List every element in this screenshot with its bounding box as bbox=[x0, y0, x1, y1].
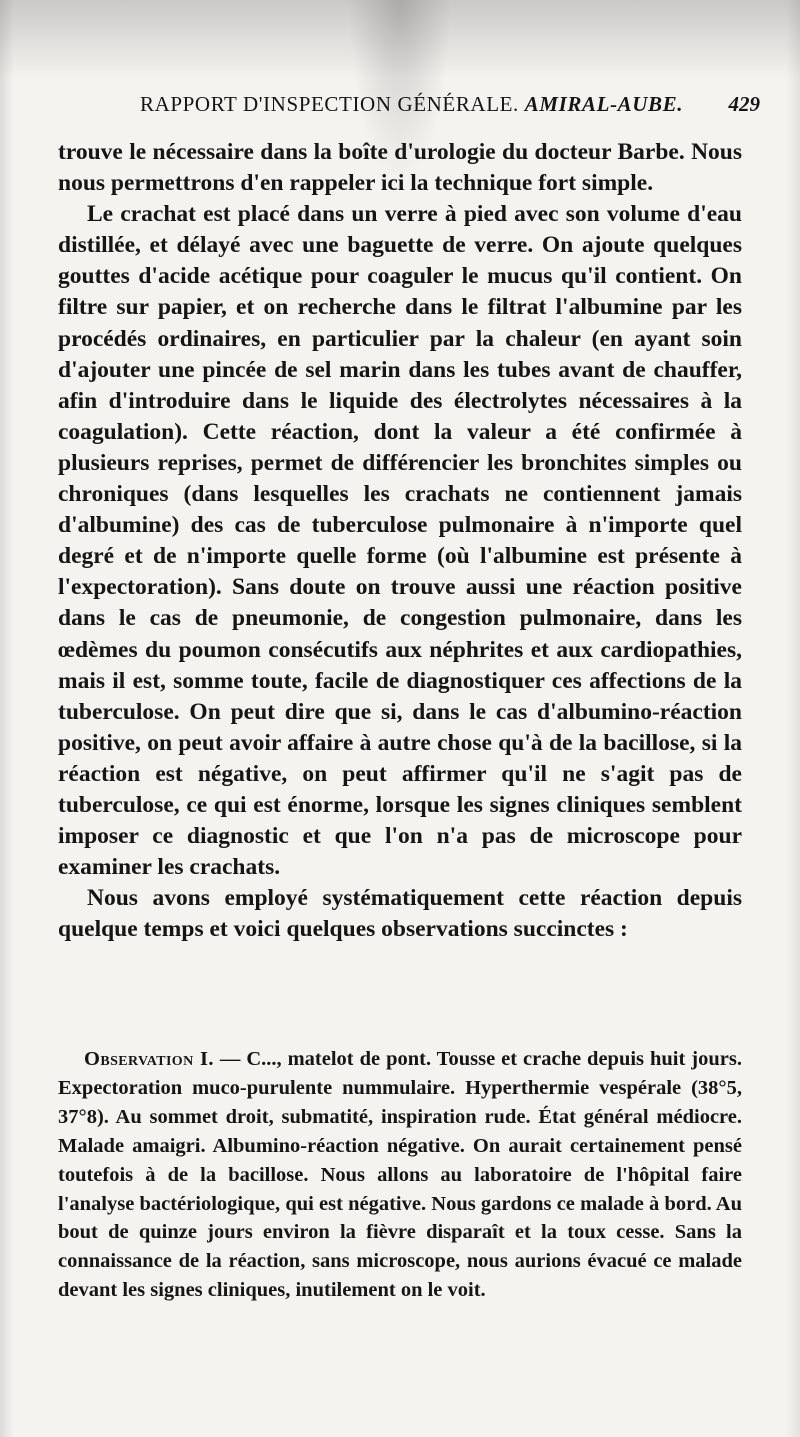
observation-text: — C..., matelot de pont. Tousse et crache depuis huit jours. Expectoration muco-purulente nummulaire. Hyperthermie vespérale (38°5, 37°8). Au sommet droit, submatité, inspiration rude. État général médiocre. Malade amaigri. Albumino-réaction négative. On aurait certainement pensé toutefois à de la bacillose. Nous allons au laboratoire de l'hôpital faire l'analyse bactériologique, qui est négative. Nous gardons ce malade à bord. Au bout de quinze jours environ la fièvre disparaît et la toux cesse. Sans la connaissance de la réaction, sans microscope, nous aurions évacué ce malade devant les signes cliniques, inutilement on le voit. bbox=[58, 1048, 742, 1302]
report-title: RAPPORT D'INSPECTION GÉNÉRALE. bbox=[140, 92, 519, 116]
observation-heading: Observation I. bbox=[84, 1048, 214, 1070]
main-text bbox=[58, 137, 742, 945]
scan-shadow bbox=[0, 0, 800, 78]
page-number: 429 bbox=[728, 92, 760, 116]
running-head-title bbox=[140, 92, 683, 117]
paragraph-technique: Le crachat est placé dans un verre à pied avec son volume d'eau distillée, et délayé avec une baguette de verre. On ajoute quelques gouttes d'acide acétique pour coaguler le mucus qu'il contient. On filtre sur papier, et on recherche dans le filtrat l'albumine par les procédés ordinaires, en particulier par la chaleur (en ayant soin d'ajouter une pincée de sel marin dans les tubes avant de chauffer, afin d'introduire dans le liquide des électrolytes nécessaires à la coagulation). Cette réaction, dont la valeur a été confirmée à plusieurs reprises, permet de différencier les bronchites simples ou chroniques (dans lesquelles les crachats ne contiennent jamais d'albumine) des cas de tuberculose pulmonaire à n'importe quel degré et de n'importe quelle forme (où l'albumine est présente à l'expectoration). Sans doute on trouve aussi une réaction positive dans le cas de pneumonie, de congestion pulmonaire, dans les œdèmes du poumon consécutifs aux néphrites et aux cardiopathies, mais il est, somme toute, facile de diagnostiquer ces affections de la tuberculose. On peut dire que si, dans le cas d'albumino-réaction positive, on peut avoir affaire à autre chose qu'à de la bacillose, si la réaction est négative, on peut affirmer qu'il ne s'agit pas de tuberculose, ce qui est énorme, lorsque les signes cliniques semblent imposer ce diagnostic et que l'on n'a pas de microscope pour examiner les crachats. bbox=[58, 201, 742, 881]
running-head bbox=[60, 92, 760, 126]
observation-paragraph bbox=[58, 1045, 742, 1305]
paragraph-continuation: trouve le nécessaire dans la boîte d'urologie du docteur Barbe. Nous nous permettrons d'en rappeler ici la technique fort simple. bbox=[58, 139, 742, 197]
paragraph-observations-intro: Nous avons employé systématiquement cette réaction depuis quelque temps et voici quelques observations succinctes : bbox=[58, 885, 742, 943]
ship-name: AMIRAL-AUBE. bbox=[524, 92, 684, 116]
observation-block bbox=[58, 1045, 742, 1305]
